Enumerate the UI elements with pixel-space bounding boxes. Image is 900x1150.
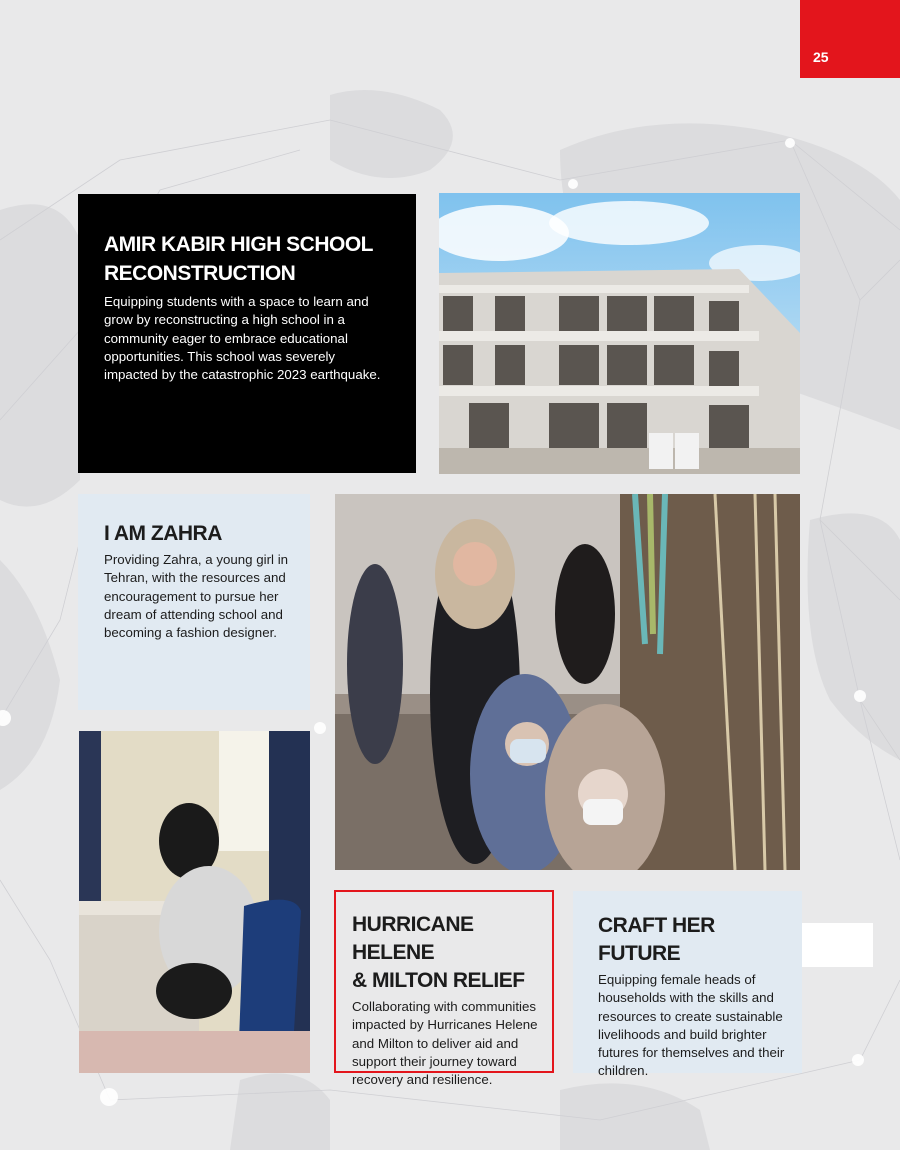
women-weaving-photo bbox=[335, 494, 800, 870]
school-building-photo bbox=[439, 193, 800, 474]
hurricane-card bbox=[334, 890, 554, 1088]
craft-body: Equipping female heads of households with the skills and resources to create sustainable livelihoods and build brighter futures for themselves and their children. bbox=[598, 972, 785, 1079]
zahra-body: Providing Zahra, a young girl in Tehran, with the resources and encouragement to pursue her dream of attending school and becoming a fashion designer. bbox=[104, 552, 289, 641]
zahra-title: I AM ZAHRA bbox=[104, 522, 222, 545]
page-number: 25 bbox=[813, 49, 829, 65]
amir-kabir-title bbox=[104, 230, 390, 288]
amir-kabir-card bbox=[78, 194, 416, 473]
page-number-tab bbox=[800, 0, 900, 78]
zahra-drawing-photo bbox=[79, 731, 310, 1073]
craft-card bbox=[573, 891, 802, 1079]
amir-kabir-title-line1: AMIR KABIR HIGH SCHOOL bbox=[104, 233, 373, 256]
amir-kabir-body: Equipping students with a space to learn and grow by reconstructing a high school in a community eager to embrace educational opportunities. This school was severely impacted by the catastrophic 2023 earthquake. bbox=[104, 294, 381, 383]
hurricane-body: Collaborating with communities impacted by Hurricanes Helene and Milton to deliver aid and support their journey toward recovery and resilience. bbox=[352, 999, 538, 1088]
hurricane-title bbox=[352, 911, 542, 995]
craft-title: CRAFT HER FUTURE bbox=[598, 914, 715, 965]
white-accent-block bbox=[802, 923, 873, 967]
hurricane-title-line1: HURRICANE HELENE bbox=[352, 913, 474, 964]
amir-kabir-title-line2: RECONSTRUCTION bbox=[104, 262, 296, 285]
hurricane-title-line2: & MILTON RELIEF bbox=[352, 969, 525, 992]
zahra-card bbox=[78, 494, 310, 710]
